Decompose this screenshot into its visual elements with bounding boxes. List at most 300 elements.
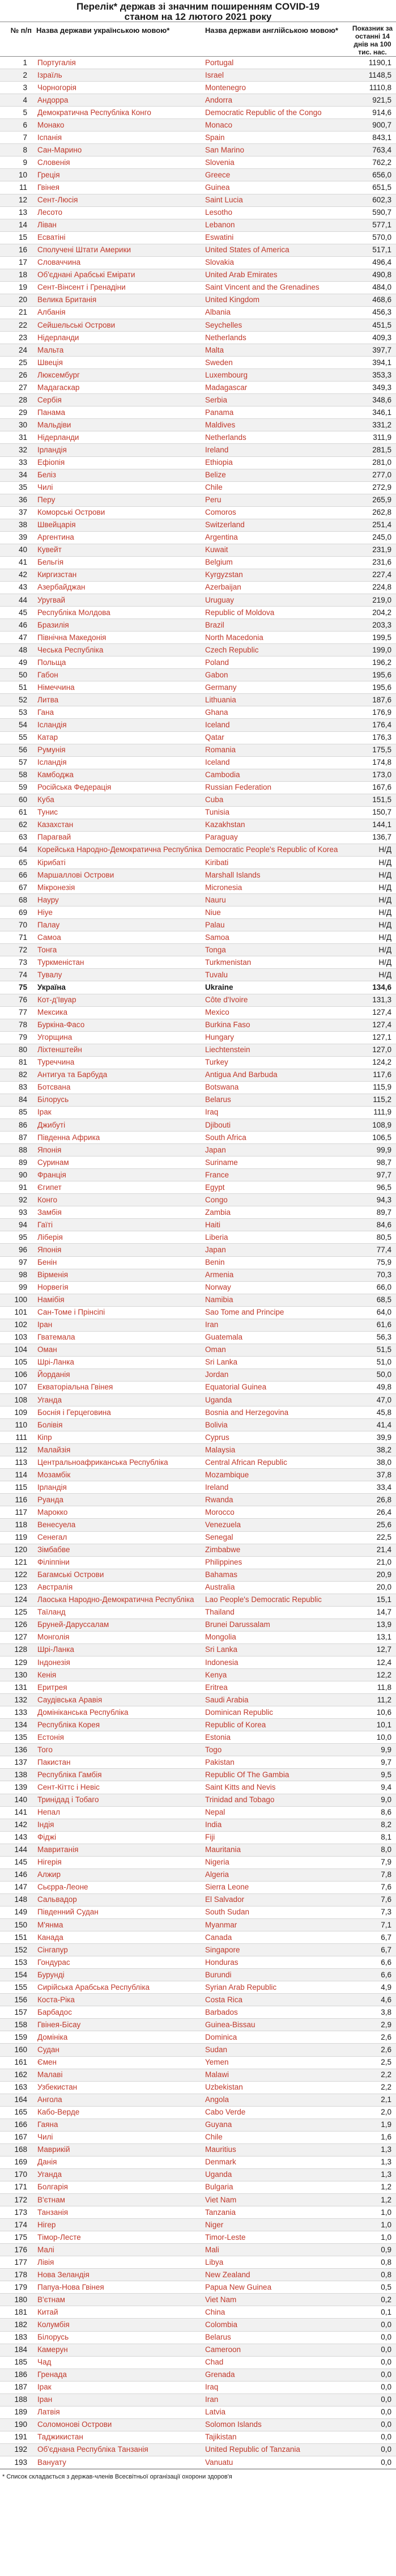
country-name-english: Tanzania xyxy=(203,2206,349,2219)
country-name-ukrainian: Судан xyxy=(34,2044,203,2056)
table-row xyxy=(0,2156,396,2168)
country-name-ukrainian: Бельгія xyxy=(34,556,203,569)
table-row xyxy=(0,1643,396,1656)
table-row xyxy=(0,2344,396,2356)
country-name-english: Canada xyxy=(203,1931,349,1944)
country-name-english: Qatar xyxy=(203,731,349,744)
table-row xyxy=(0,844,396,856)
table-row xyxy=(0,731,396,744)
country-name-ukrainian: Іран xyxy=(34,2393,203,2406)
country-name-english: China xyxy=(203,2306,349,2319)
country-name-ukrainian: Мавританія xyxy=(34,1844,203,1856)
incidence-value: 8,0 xyxy=(349,1844,396,1856)
table-row xyxy=(0,82,396,94)
incidence-value: 468,6 xyxy=(349,294,396,306)
country-name-english: Yemen xyxy=(203,2056,349,2069)
incidence-value: 21,4 xyxy=(349,1544,396,1556)
table-row xyxy=(0,2056,396,2069)
country-name-ukrainian: Філіппіни xyxy=(34,1556,203,1569)
table-row xyxy=(0,1694,396,1706)
incidence-value: 22,5 xyxy=(349,1531,396,1544)
country-name-ukrainian: Марокко xyxy=(34,1506,203,1519)
incidence-value: 144,1 xyxy=(349,819,396,831)
table-row xyxy=(0,144,396,156)
row-number: 183 xyxy=(0,2331,34,2344)
incidence-value: 0,9 xyxy=(349,2244,396,2256)
table-row xyxy=(0,2319,396,2331)
row-number: 155 xyxy=(0,1981,34,1994)
row-number: 56 xyxy=(0,744,34,756)
table-row xyxy=(0,1806,396,1819)
row-number: 77 xyxy=(0,1006,34,1019)
incidence-value: 311,9 xyxy=(349,431,396,444)
incidence-value: 49,8 xyxy=(349,1381,396,1393)
incidence-value: 1,2 xyxy=(349,2181,396,2193)
country-name-english: San Marino xyxy=(203,144,349,156)
country-name-ukrainian: Білорусь xyxy=(34,2331,203,2344)
row-number: 161 xyxy=(0,2056,34,2069)
country-name-english: Burundi xyxy=(203,1969,349,1981)
row-number: 105 xyxy=(0,1356,34,1368)
incidence-value: 47,0 xyxy=(349,1394,396,1406)
row-number: 174 xyxy=(0,2219,34,2231)
country-name-english: Myanmar xyxy=(203,1918,349,1931)
country-name-ukrainian: Шрі-Ланка xyxy=(34,1356,203,1368)
country-name-ukrainian: Об'єднана Республіка Танзанія xyxy=(34,2443,203,2456)
country-name-english: Guinea-Bissau xyxy=(203,2019,349,2031)
country-name-english: Albania xyxy=(203,306,349,319)
country-name-ukrainian: Алжир xyxy=(34,1869,203,1881)
country-name-ukrainian: Сент-Вінсент і Гренадіни xyxy=(34,281,203,294)
country-name-english: Ethiopia xyxy=(203,456,349,469)
row-number: 147 xyxy=(0,1881,34,1893)
incidence-value: 204,2 xyxy=(349,607,396,619)
country-name-ukrainian: Сальвадор xyxy=(34,1893,203,1906)
table-row xyxy=(0,2244,396,2256)
table-body xyxy=(0,57,396,2469)
incidence-value: 1148,5 xyxy=(349,69,396,82)
country-name-ukrainian: Ізраїль xyxy=(34,69,203,82)
table-row xyxy=(0,294,396,306)
row-number: 108 xyxy=(0,1394,34,1406)
row-number: 53 xyxy=(0,706,34,719)
country-name-ukrainian: Мальта xyxy=(34,344,203,357)
incidence-value: 33,4 xyxy=(349,1481,396,1494)
table-row xyxy=(0,1506,396,1519)
row-number: 171 xyxy=(0,2181,34,2193)
country-name-ukrainian: Маврикій xyxy=(34,2143,203,2156)
country-name-english: Oman xyxy=(203,1344,349,1356)
row-number: 167 xyxy=(0,2131,34,2143)
table-row xyxy=(0,382,396,394)
country-name-ukrainian: Уругвай xyxy=(34,594,203,607)
row-number: 136 xyxy=(0,1744,34,1756)
table-row xyxy=(0,1331,396,1344)
country-name-english: United Kingdom xyxy=(203,294,349,306)
row-number: 9 xyxy=(0,156,34,169)
incidence-value: 219,0 xyxy=(349,594,396,607)
country-name-english: Brazil xyxy=(203,619,349,632)
country-name-english: Singapore xyxy=(203,1944,349,1956)
table-row xyxy=(0,2081,396,2094)
table-row xyxy=(0,1169,396,1181)
table-row xyxy=(0,2181,396,2193)
table-row xyxy=(0,794,396,806)
incidence-value: 167,6 xyxy=(349,781,396,794)
row-number: 47 xyxy=(0,632,34,644)
country-name-english: Liberia xyxy=(203,1231,349,1244)
incidence-value: 0,8 xyxy=(349,2256,396,2269)
country-name-english: Mali xyxy=(203,2244,349,2256)
country-name-ukrainian: Нігерія xyxy=(34,1856,203,1869)
country-name-ukrainian: Гвінея-Бісау xyxy=(34,2019,203,2031)
row-number: 5 xyxy=(0,107,34,119)
table-row xyxy=(0,819,396,831)
table-row xyxy=(0,469,396,481)
country-name-english: Fiji xyxy=(203,1831,349,1844)
country-name-english: Belarus xyxy=(203,2331,349,2344)
table-row xyxy=(0,406,396,419)
row-number: 4 xyxy=(0,94,34,107)
country-name-ukrainian: Монголія xyxy=(34,1631,203,1643)
country-name-ukrainian: Центральноафриканська Республіка xyxy=(34,1456,203,1469)
table-row xyxy=(0,481,396,494)
country-name-english: Slovakia xyxy=(203,256,349,269)
incidence-value: 281,0 xyxy=(349,456,396,469)
country-name-english: Iraq xyxy=(203,2381,349,2393)
table-row xyxy=(0,1719,396,1731)
country-name-ukrainian: Палау xyxy=(34,919,203,931)
country-name-ukrainian: Сьєрра-Леоне xyxy=(34,1881,203,1893)
table-row xyxy=(0,2418,396,2431)
country-name-english: Democratic Republic of the Congo xyxy=(203,107,349,119)
country-name-ukrainian: Мальдіви xyxy=(34,419,203,431)
row-number: 142 xyxy=(0,1819,34,1831)
country-name-ukrainian: Індонезія xyxy=(34,1656,203,1669)
country-name-english: Republic of Moldova xyxy=(203,607,349,619)
country-name-english: Turkmenistan xyxy=(203,956,349,969)
country-name-english: Montenegro xyxy=(203,82,349,94)
incidence-value: 517,1 xyxy=(349,244,396,256)
row-number: 180 xyxy=(0,2294,34,2306)
country-name-english: Kuwait xyxy=(203,544,349,556)
country-name-ukrainian: Ботсвана xyxy=(34,1081,203,1094)
row-number: 109 xyxy=(0,1406,34,1419)
country-name-ukrainian: Іран xyxy=(34,1319,203,1331)
incidence-value: 6,7 xyxy=(349,1931,396,1944)
row-number: 25 xyxy=(0,357,34,369)
country-name-ukrainian: Індія xyxy=(34,1819,203,1831)
country-name-ukrainian: Гаяна xyxy=(34,2119,203,2131)
country-name-ukrainian: Шрі-Ланка xyxy=(34,1643,203,1656)
country-name-ukrainian: Кіпр xyxy=(34,1431,203,1444)
country-name-english: United States of America xyxy=(203,244,349,256)
row-number: 102 xyxy=(0,1319,34,1331)
incidence-value: 1190,1 xyxy=(349,57,396,69)
incidence-value: 245,0 xyxy=(349,531,396,544)
country-name-english: Mexico xyxy=(203,1006,349,1019)
row-number: 107 xyxy=(0,1381,34,1393)
table-row xyxy=(0,1756,396,1769)
table-row xyxy=(0,1869,396,1881)
country-name-ukrainian: Джибуті xyxy=(34,1118,203,1131)
row-number: 2 xyxy=(0,69,34,82)
incidence-value: 914,6 xyxy=(349,107,396,119)
table-row xyxy=(0,281,396,294)
incidence-value: 199,0 xyxy=(349,644,396,656)
row-number: 94 xyxy=(0,1219,34,1231)
incidence-value: 346,1 xyxy=(349,406,396,419)
incidence-value: 394,1 xyxy=(349,357,396,369)
incidence-value: 9,4 xyxy=(349,1781,396,1794)
table-row xyxy=(0,1994,396,2006)
country-name-ukrainian: Люксембург xyxy=(34,369,203,382)
country-name-english: Saudi Arabia xyxy=(203,1694,349,1706)
incidence-value: 1110,8 xyxy=(349,82,396,94)
country-name-ukrainian: Самоа xyxy=(34,931,203,944)
table-row xyxy=(0,332,396,344)
country-name-english: Sao Tome and Principe xyxy=(203,1306,349,1319)
table-row xyxy=(0,244,396,256)
row-number: 76 xyxy=(0,994,34,1006)
table-row xyxy=(0,1519,396,1531)
incidence-value: 12,2 xyxy=(349,1669,396,1681)
country-name-english: Comoros xyxy=(203,506,349,519)
country-name-english: Paraguay xyxy=(203,831,349,844)
incidence-value: 108,9 xyxy=(349,1118,396,1131)
table-row xyxy=(0,644,396,656)
country-name-english: Sierra Leone xyxy=(203,1881,349,1893)
country-name-english: Hungary xyxy=(203,1031,349,1044)
table-row xyxy=(0,1006,396,1019)
country-name-ukrainian: Чеська Республіка xyxy=(34,644,203,656)
header-incidence: Показник за останні 14 днів на 100 тис. нас. xyxy=(349,22,396,57)
country-name-english: Grenada xyxy=(203,2369,349,2381)
incidence-value: 397,7 xyxy=(349,344,396,357)
incidence-value: 0,0 xyxy=(349,2356,396,2369)
table-row xyxy=(0,256,396,269)
incidence-value: 131,3 xyxy=(349,994,396,1006)
incidence-value: 348,6 xyxy=(349,394,396,406)
country-name-english: India xyxy=(203,1819,349,1831)
country-name-english: Angola xyxy=(203,2094,349,2106)
row-number: 168 xyxy=(0,2143,34,2156)
country-name-english: Zambia xyxy=(203,1206,349,1219)
incidence-value: 227,4 xyxy=(349,569,396,581)
table-row xyxy=(0,1106,396,1118)
country-name-ukrainian: Японія xyxy=(34,1244,203,1256)
table-row xyxy=(0,156,396,169)
country-name-ukrainian: Парагвай xyxy=(34,831,203,844)
table-row xyxy=(0,806,396,819)
table-row xyxy=(0,1306,396,1319)
country-name-ukrainian: Тімор-Лесте xyxy=(34,2231,203,2244)
incidence-value: 45,8 xyxy=(349,1406,396,1419)
incidence-value: 4,6 xyxy=(349,1994,396,2006)
row-number: 175 xyxy=(0,2231,34,2244)
row-number: 44 xyxy=(0,594,34,607)
country-name-ukrainian: Камерун xyxy=(34,2344,203,2356)
table-row xyxy=(0,556,396,569)
country-name-ukrainian: Венесуела xyxy=(34,1519,203,1531)
country-name-ukrainian: Того xyxy=(34,1744,203,1756)
country-name-english: Chad xyxy=(203,2356,349,2369)
incidence-value: 13,9 xyxy=(349,1619,396,1631)
country-name-english: Romania xyxy=(203,744,349,756)
table-row xyxy=(0,1344,396,1356)
incidence-value: 111,9 xyxy=(349,1106,396,1118)
incidence-value: 94,3 xyxy=(349,1194,396,1206)
header-name-english: Назва держави англійською мовою* xyxy=(203,22,349,57)
incidence-value: 8,1 xyxy=(349,1831,396,1844)
table-row xyxy=(0,1044,396,1056)
country-name-english: South Sudan xyxy=(203,1906,349,1918)
table-row xyxy=(0,1406,396,1419)
row-number: 185 xyxy=(0,2356,34,2369)
country-name-ukrainian: Швейцарія xyxy=(34,519,203,531)
row-number: 46 xyxy=(0,619,34,632)
country-name-english: Dominican Republic xyxy=(203,1706,349,1719)
country-name-ukrainian: Еритрея xyxy=(34,1681,203,1694)
table-row xyxy=(0,2256,396,2269)
table-row xyxy=(0,594,396,607)
country-name-ukrainian: Республіка Гамбія xyxy=(34,1769,203,1781)
row-number: 58 xyxy=(0,769,34,781)
row-number: 11 xyxy=(0,181,34,194)
table-row xyxy=(0,394,396,406)
incidence-value: 41,4 xyxy=(349,1419,396,1431)
table-row xyxy=(0,1931,396,1944)
table-row xyxy=(0,882,396,894)
incidence-value: 490,8 xyxy=(349,269,396,281)
incidence-value: 0,0 xyxy=(349,2443,396,2456)
country-name-english: Lithuania xyxy=(203,694,349,706)
country-name-english: Liechtenstein xyxy=(203,1044,349,1056)
country-name-ukrainian: Перу xyxy=(34,494,203,506)
incidence-value: 136,7 xyxy=(349,831,396,844)
incidence-value: 1,6 xyxy=(349,2131,396,2143)
row-number: 151 xyxy=(0,1931,34,1944)
country-name-ukrainian: Бурунді xyxy=(34,1969,203,1981)
row-number: 99 xyxy=(0,1281,34,1294)
table-row xyxy=(0,1181,396,1194)
incidence-value: 451,5 xyxy=(349,319,396,331)
country-name-ukrainian: Ірландія xyxy=(34,1481,203,1494)
row-number: 43 xyxy=(0,581,34,594)
row-number: 42 xyxy=(0,569,34,581)
row-number: 28 xyxy=(0,394,34,406)
country-name-english: Armenia xyxy=(203,1269,349,1281)
incidence-value: 0,0 xyxy=(349,2319,396,2331)
country-name-ukrainian: Уганда xyxy=(34,1394,203,1406)
row-number: 80 xyxy=(0,1044,34,1056)
country-name-ukrainian: Кенія xyxy=(34,1669,203,1681)
country-name-ukrainian: Домініканська Республіка xyxy=(34,1706,203,1719)
country-name-ukrainian: Данія xyxy=(34,2156,203,2168)
country-name-ukrainian: Румунія xyxy=(34,744,203,756)
table-row xyxy=(0,531,396,544)
country-name-english: Djibouti xyxy=(203,1118,349,1131)
country-name-english: Niger xyxy=(203,2219,349,2231)
row-number: 38 xyxy=(0,519,34,531)
country-name-english: Turkey xyxy=(203,1056,349,1069)
country-name-ukrainian: Ліван xyxy=(34,219,203,231)
country-name-ukrainian: Панама xyxy=(34,406,203,419)
country-name-ukrainian: Франція xyxy=(34,1169,203,1181)
table-row xyxy=(0,2393,396,2406)
country-name-ukrainian: Уганда xyxy=(34,2168,203,2181)
country-name-ukrainian: Камбоджа xyxy=(34,769,203,781)
incidence-value: 127,1 xyxy=(349,1031,396,1044)
incidence-value: 353,3 xyxy=(349,369,396,382)
row-number: 104 xyxy=(0,1344,34,1356)
incidence-value: 195,6 xyxy=(349,669,396,681)
row-number: 153 xyxy=(0,1956,34,1969)
row-number: 52 xyxy=(0,694,34,706)
row-number: 150 xyxy=(0,1918,34,1931)
country-name-ukrainian: Сполучені Штати Америки xyxy=(34,244,203,256)
country-name-ukrainian: Республіка Корея xyxy=(34,1719,203,1731)
row-number: 181 xyxy=(0,2306,34,2319)
incidence-value: 656,0 xyxy=(349,169,396,181)
country-name-english: Saint Vincent and the Grenadines xyxy=(203,281,349,294)
country-name-english: Mauritania xyxy=(203,1844,349,1856)
country-name-ukrainian: Екваторіальна Гвінея xyxy=(34,1381,203,1393)
table-row xyxy=(0,206,396,219)
table-row xyxy=(0,1419,396,1431)
country-name-english: Papua New Guinea xyxy=(203,2281,349,2294)
country-name-english: Eswatini xyxy=(203,231,349,244)
incidence-value: 272,9 xyxy=(349,481,396,494)
row-number: 91 xyxy=(0,1181,34,1194)
country-name-english: Tuvalu xyxy=(203,969,349,981)
country-name-ukrainian: Гватемала xyxy=(34,1331,203,1344)
row-number: 68 xyxy=(0,894,34,906)
table-row xyxy=(0,1219,396,1231)
table-row xyxy=(0,857,396,869)
country-name-ukrainian: Словенія xyxy=(34,156,203,169)
country-name-ukrainian: Малі xyxy=(34,2244,203,2256)
country-name-english: Ireland xyxy=(203,444,349,456)
country-name-ukrainian: Німеччина xyxy=(34,681,203,694)
country-name-ukrainian: Сент-Люсія xyxy=(34,194,203,206)
country-name-english: Namibia xyxy=(203,1294,349,1306)
country-name-english: Mozambique xyxy=(203,1469,349,1481)
row-number: 165 xyxy=(0,2106,34,2119)
incidence-value: 151,5 xyxy=(349,794,396,806)
table-row xyxy=(0,1081,396,1094)
table-row xyxy=(0,119,396,132)
incidence-value: 277,0 xyxy=(349,469,396,481)
country-name-ukrainian: Казахстан xyxy=(34,819,203,831)
row-number: 103 xyxy=(0,1331,34,1344)
country-name-ukrainian: Оман xyxy=(34,1344,203,1356)
country-name-ukrainian: Йорданія xyxy=(34,1368,203,1381)
country-name-ukrainian: Бразилія xyxy=(34,619,203,632)
table-row xyxy=(0,1906,396,1918)
incidence-value: 9,7 xyxy=(349,1756,396,1769)
incidence-value: 1,2 xyxy=(349,2194,396,2206)
row-number: 179 xyxy=(0,2281,34,2294)
country-name-ukrainian: Чилі xyxy=(34,2131,203,2143)
row-number: 8 xyxy=(0,144,34,156)
country-name-english: Latvia xyxy=(203,2406,349,2418)
country-name-ukrainian: Ємен xyxy=(34,2056,203,2069)
incidence-value: 570,0 xyxy=(349,231,396,244)
incidence-value: 203,3 xyxy=(349,619,396,632)
country-name-english: Guatemala xyxy=(203,1331,349,1344)
table-row xyxy=(0,2406,396,2418)
